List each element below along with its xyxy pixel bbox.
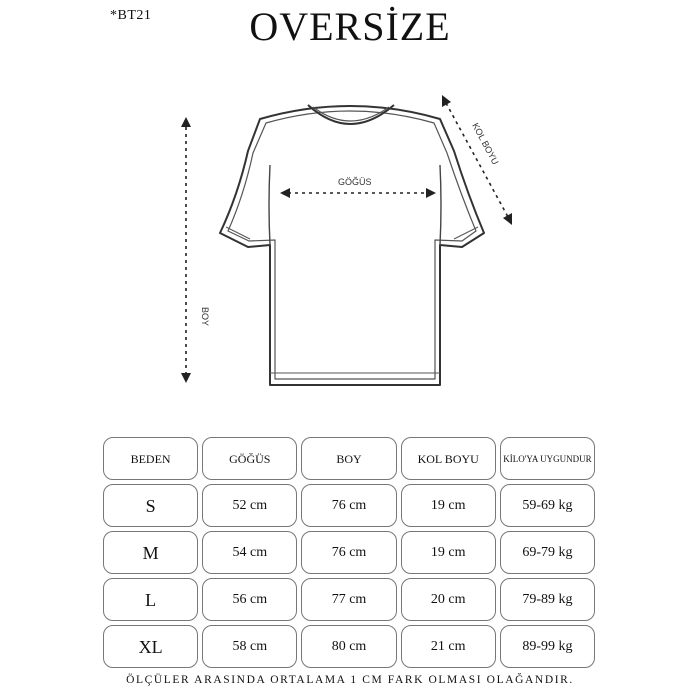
table-row <box>103 578 595 621</box>
page-title: OVERSİZE <box>249 4 451 49</box>
weight-cell: 89-99 kg <box>500 625 595 668</box>
product-code: *BT21 <box>110 8 152 23</box>
length-cell: 80 cm <box>301 625 396 668</box>
length-cell: 76 cm <box>301 531 396 574</box>
chest-cell: 58 cm <box>202 625 297 668</box>
size-cell: XL <box>103 625 198 668</box>
header-weight: KİLO'YA UYGUNDUR <box>500 437 595 480</box>
weight-cell: 79-89 kg <box>500 578 595 621</box>
chest-label: GÖĞÜS <box>338 177 372 187</box>
size-cell: L <box>103 578 198 621</box>
weight-cell: 59-69 kg <box>500 484 595 527</box>
header-size: BEDEN <box>103 437 198 480</box>
tshirt-diagram <box>150 85 550 405</box>
sleeve-cell: 19 cm <box>401 531 496 574</box>
length-cell: 77 cm <box>301 578 396 621</box>
chest-cell: 52 cm <box>202 484 297 527</box>
table-row <box>103 625 595 668</box>
table-row <box>103 484 595 527</box>
size-cell: M <box>103 531 198 574</box>
header-chest: GÖĞÜS <box>202 437 297 480</box>
size-table <box>103 437 595 672</box>
length-label: BOY <box>200 307 210 327</box>
chest-cell: 56 cm <box>202 578 297 621</box>
sleeve-label: KOL BOYU <box>470 121 501 167</box>
sleeve-cell: 19 cm <box>401 484 496 527</box>
header-length: BOY <box>301 437 396 480</box>
chest-cell: 54 cm <box>202 531 297 574</box>
table-row <box>103 531 595 574</box>
footer-note: ÖLÇÜLER ARASINDA ORTALAMA 1 CM FARK OLMASI OLAĞANDIR. <box>126 674 574 686</box>
weight-cell: 69-79 kg <box>500 531 595 574</box>
size-cell: S <box>103 484 198 527</box>
header-sleeve: KOL BOYU <box>401 437 496 480</box>
length-cell: 76 cm <box>301 484 396 527</box>
sleeve-cell: 20 cm <box>401 578 496 621</box>
table-header-row <box>103 437 595 480</box>
sleeve-cell: 21 cm <box>401 625 496 668</box>
